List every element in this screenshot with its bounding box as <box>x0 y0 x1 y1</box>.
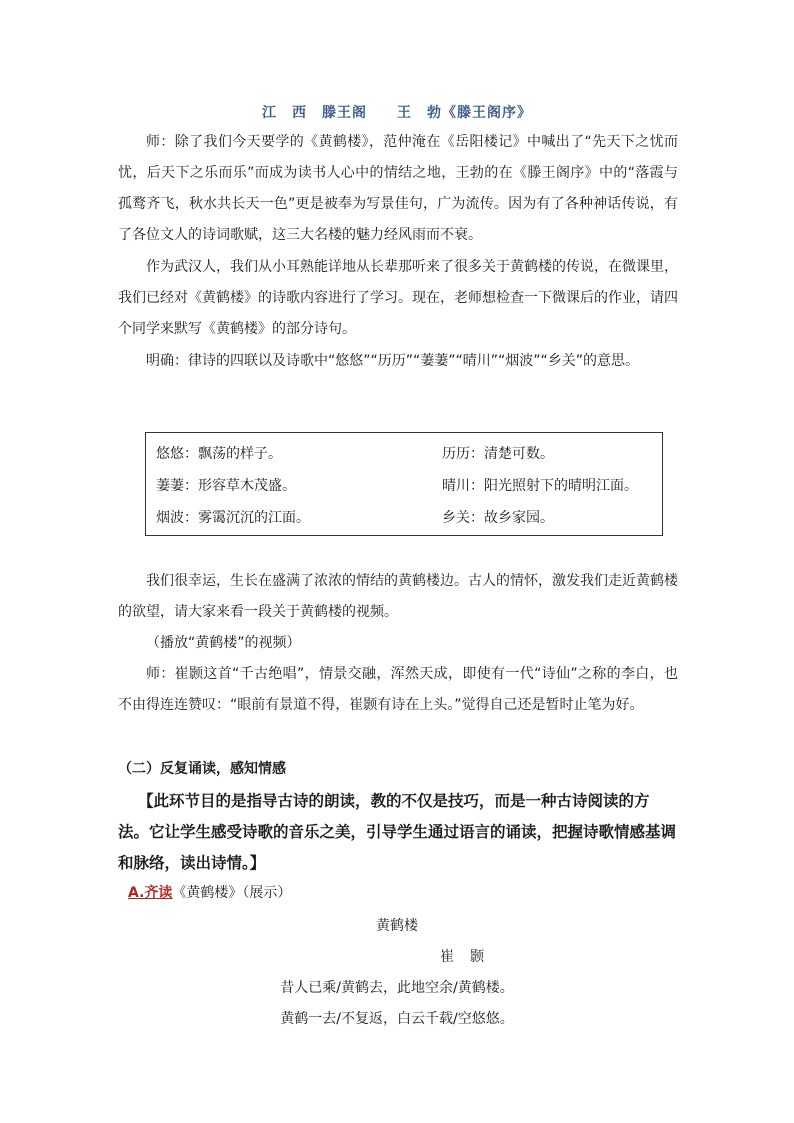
glossary-term: 悠悠：飘荡的样子。 <box>156 446 282 462</box>
section-title: （二）反复诵读，感知情感 <box>118 761 286 777</box>
paragraph-play-video: （播放“黄鹤楼”的视频） <box>146 635 301 651</box>
poem-line: 昔人已乘/黄鹤去，此地空余/黄鹤楼。 <box>280 980 514 996</box>
paragraph-teacher-intro: 师：除了我们今天要学的《黄鹤楼》，范仲淹在《岳阳楼记》中喊出了“先天下之忧而忧，后天下之乐而乐”而成为读书人心中的情结之地，王勃的在《滕王阁序》中的“落霞与孤鹜齐飞，秋水共长天一色”更是被奉为写景佳句，广为流传。因为有了各种神话传说，有了各位文人的诗词歌赋，这三大名楼的魅力经风雨而不衰。 <box>118 134 678 243</box>
paragraph-video-intro: 我们很幸运，生长在盛满了浓浓的情结的黄鹤楼边。古人的情怀，激发我们走近黄鹤楼的欲望，请大家来看一段关于黄鹤楼的视频。 <box>118 573 678 620</box>
read-aloud-text: 《黄鹤楼》（展示） <box>172 885 292 901</box>
poem-author: 崔颢 <box>440 949 500 965</box>
read-aloud-link[interactable]: A.齐读 <box>128 885 173 901</box>
glossary-term: 烟波：雾霭沉沉的江面。 <box>156 510 310 526</box>
glossary-term: 历历：清楚可数。 <box>442 446 554 462</box>
paragraph-wuhan: 作为武汉人，我们从小耳熟能详地从长辈那听来了很多关于黄鹤楼的传说，在微课里，我们已经对《黄鹤楼》的诗歌内容进行了学习。现在，老师想检查一下微课后的作业，请四个同学来默写《黄鹤楼》的部分诗句。 <box>118 259 678 337</box>
glossary-term: 萋萋：形容草木茂盛。 <box>156 478 296 494</box>
read-aloud-line <box>128 882 291 902</box>
section-heading: 江 西 滕王阁 王 勃《滕王阁序》 <box>262 105 532 121</box>
glossary-term: 晴川：阳光照射下的晴明江面。 <box>442 478 638 494</box>
paragraph-cui-hao: 师：崔颢这首“千古绝唱”，情景交融，浑然天成，即使有一代“诗仙”之称的李白，也不由得连连赞叹：“眼前有景道不得，崔颢有诗在上头。”觉得自己还是暂时止笔为好。 <box>118 666 678 713</box>
poem-line: 黄鹤一去/不复返，白云千载/空悠悠。 <box>280 1011 514 1027</box>
paragraph-clarify: 明确：律诗的四联以及诗歌中“悠悠”“历历”“萋萋”“晴川”“烟波”“乡关”的意思。 <box>146 353 640 369</box>
section-note: 【此环节目的是指导古诗的朗读，教的不仅是技巧，而是一种古诗阅读的方法。它让学生感受诗歌的音乐之美，引导学生通过语言的诵读，把握诗歌情感基调和脉络，读出诗情。】 <box>118 792 677 872</box>
glossary-term: 乡关：故乡家园。 <box>442 510 554 526</box>
poem-title: 黄鹤楼 <box>376 918 418 934</box>
glossary-box <box>145 432 663 536</box>
